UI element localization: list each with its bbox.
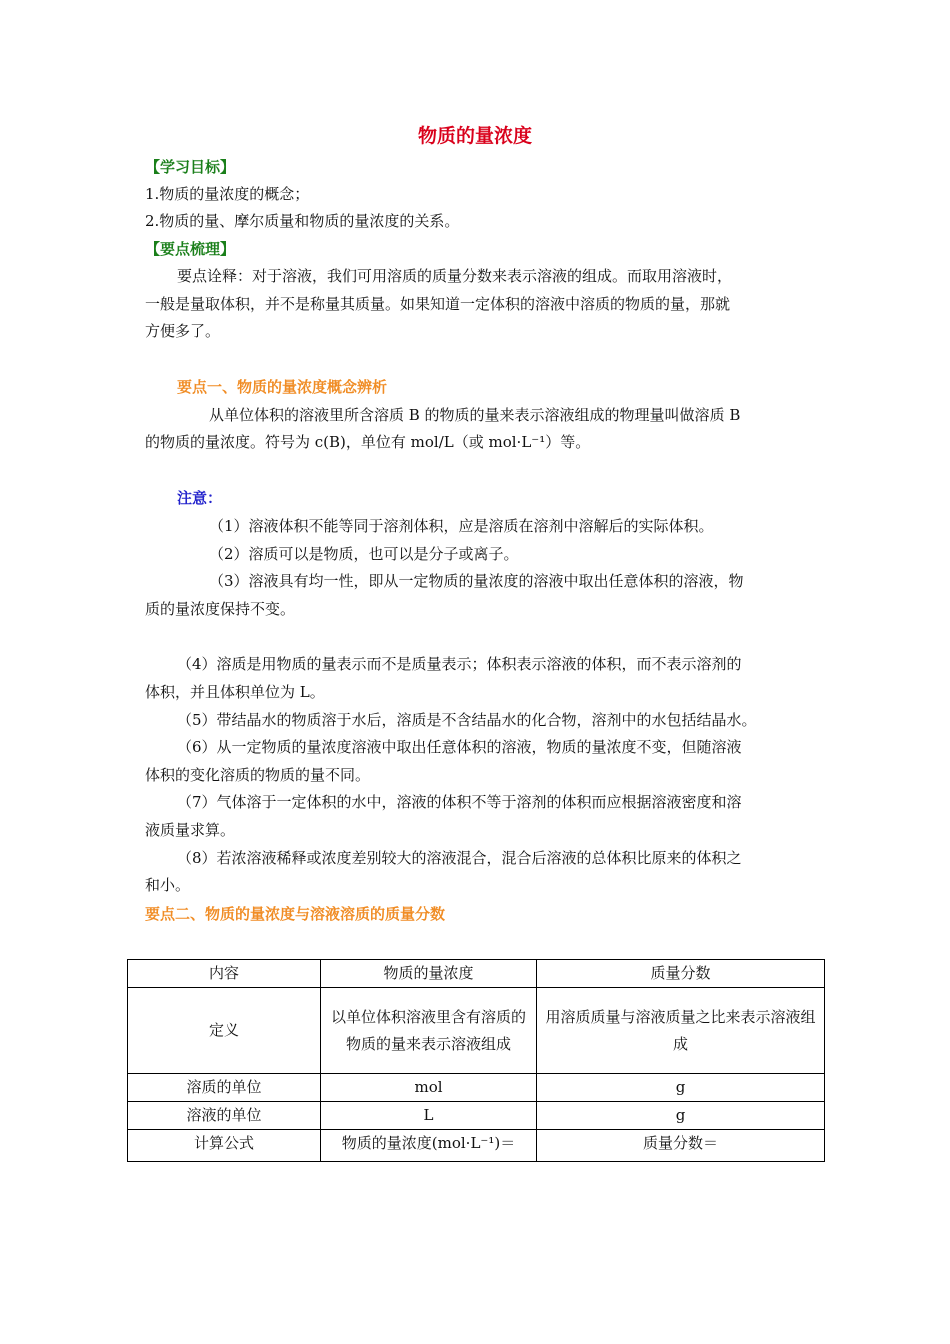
table-row [128,1102,825,1130]
point2-header: 要点二、物质的量浓度与溶液溶质的质量分数 [145,905,446,923]
table-header-cell: 质量分数 [537,960,825,988]
table-header-cell: 内容 [128,960,321,988]
note-6-line-2: 体积的变化溶质的物质的量不同。 [145,766,371,784]
goal-1: 1.物质的量浓度的概念； [145,185,310,203]
note-8-line-1: （8）若浓溶液稀释或浓度差别较大的溶液混合，混合后溶液的总体积比原来的体积之 [177,849,742,867]
point1-line-1: 从单位体积的溶液里所含溶质 B 的物质的量来表示溶液组成的物理量叫做溶质 B [209,406,741,424]
note-7-line-1: （7）气体溶于一定体积的水中，溶液的体积不等于溶剂的体积而应根据溶液密度和溶 [177,793,742,811]
note-1: （1）溶液体积不能等同于溶剂体积，应是溶质在溶剂中溶解后的实际体积。 [209,517,714,535]
table-cell: g [537,1074,825,1102]
intro-line-2: 一般是量取体积，并不是称量其质量。如果知道一定体积的溶液中溶质的物质的量，那就 [145,295,731,313]
note-2: （2）溶质可以是物质，也可以是分子或离子。 [209,545,519,563]
note-6-line-1: （6）从一定物质的量浓度溶液中取出任意体积的溶液，物质的量浓度不变，但随溶液 [177,738,742,756]
table-cell: L [321,1102,537,1130]
table-header-row [128,960,825,988]
table-cell: 用溶质质量与溶液质量之比来表示溶液组成 [537,988,825,1074]
table-cell: 溶液的单位 [128,1102,321,1130]
note-4-line-1: （4）溶质是用物质的量表示而不是质量表示；体积表示溶液的体积，而不表示溶剂的 [177,655,742,673]
table-cell: g [537,1102,825,1130]
table-cell: 计算公式 [128,1130,321,1162]
note-4-line-2: 体积，并且体积单位为 L。 [145,683,325,701]
table-header-cell: 物质的量浓度 [321,960,537,988]
note-7-line-2: 液质量求算。 [145,821,236,839]
table-row [128,1130,825,1162]
table-row [128,1074,825,1102]
table-cell: 定义 [128,988,321,1074]
table-cell: 物质的量浓度(mol·L⁻¹)＝ [321,1130,537,1162]
point1-line-2: 的物质的量浓度。符号为 c(B)，单位有 mol/L（或 mol·L⁻¹）等。 [145,433,591,451]
goals-header: 【学习目标】 [145,158,236,176]
table-cell: 以单位体积溶液里含有溶质的物质的量来表示溶液组成 [321,988,537,1074]
review-header: 【要点梳理】 [145,240,236,258]
point1-header: 要点一、物质的量浓度概念辨析 [177,378,388,396]
note-8-line-2: 和小。 [145,876,191,894]
note-5: （5）带结晶水的物质溶于水后，溶质是不含结晶水的化合物，溶剂中的水包括结晶水。 [177,711,757,729]
intro-line-1: 要点诠释：对于溶液，我们可用溶质的质量分数来表示溶液的组成。而取用溶液时， [177,267,733,285]
comparison-table [127,959,825,1162]
intro-line-3: 方便多了。 [145,322,221,340]
note-3-line-1: （3）溶液具有均一性，即从一定物质的量浓度的溶液中取出任意体积的溶液，物 [209,572,744,590]
goal-2: 2.物质的量、摩尔质量和物质的量浓度的关系。 [145,212,460,230]
table-cell: 质量分数＝ [537,1130,825,1162]
note-3-line-2: 质的量浓度保持不变。 [145,600,296,618]
table-cell: mol [321,1074,537,1102]
table-cell: 溶质的单位 [128,1074,321,1102]
note-header: 注意： [177,489,223,507]
page-title: 物质的量浓度 [417,125,532,147]
table-row [128,988,825,1074]
